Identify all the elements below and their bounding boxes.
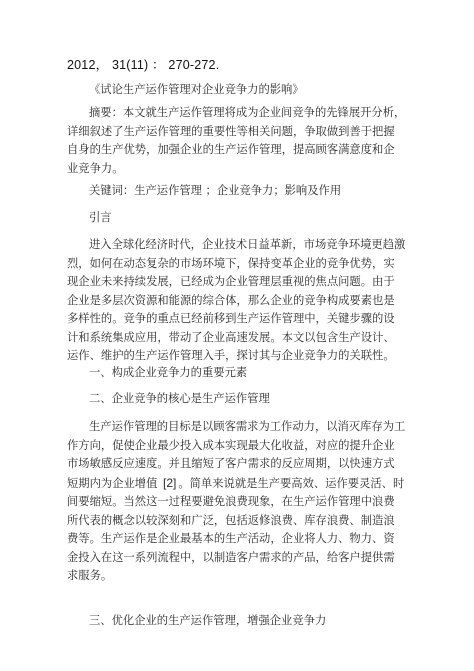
intro-line: 计和系统集成应用，带动了企业高速发展。本文以包含生产设计、: [67, 330, 395, 344]
section-heading-2: [67, 390, 412, 409]
abstract-line: 摘要：本文就生产运作管理将成为企业间竞争的先锋展开分析，: [89, 106, 406, 119]
body-line: 所代表的概念以较深刻和广泛，包括返修浪费、库存浪费、制造浪: [67, 513, 395, 527]
body-line-with-reference: [67, 474, 412, 494]
section-heading-1: [67, 364, 412, 383]
abstract-line: 详细叙述了生产运作管理的重要性等相关问题，争取做到善于把握: [67, 124, 395, 138]
body-line: 金投入在这一系列流程中，以制造客户需求的产品，给客户提供需: [67, 550, 395, 564]
abstract-paragraph: [67, 104, 412, 178]
body-line: 市场敏感反应速度。并且缩短了客户需求的反应周期，以快速方式: [67, 457, 395, 470]
keywords-paragraph: [67, 182, 412, 201]
body-line: 间要缩短。当然这一过程要避免浪费现象，在生产运作管理中浪费: [67, 495, 395, 508]
intro-line: 烈，如何在动态复杂的市场环境下，保持变革企业的竞争优势，实: [67, 256, 395, 270]
intro-line: 多样性的。竞争的重点已经前移到生产运作管理中，关键步骤的设: [67, 312, 395, 325]
section-heading-text: 一、构成企业竞争力的重要元素: [89, 366, 248, 379]
body-line: 求服务。: [67, 569, 113, 582]
intro-line: 进入全球化经济时代，企业技术日益革新，市场竞争环境更趋激: [89, 238, 406, 251]
intro-line: 运作、维护的生产运作管理入手，探讨其与企业竞争力的关联性。: [67, 349, 395, 362]
body-line: 费等。生产运作是企业最基本的生产活动，企业将人力、物力、资: [67, 532, 395, 545]
body-line: 生产运作管理的目标是以顾客需求为工作动力，以消灭库存为工: [89, 420, 406, 433]
intro-heading-text: 引言: [89, 211, 112, 224]
section-heading-text: 二、企业竞争的核心是生产运作管理: [89, 392, 270, 405]
abstract-line: 自身的生产优势，加强企业的生产运作管理，提高顾客满意度和企: [67, 143, 395, 156]
abstract-line: 业竞争力。: [67, 161, 124, 175]
intro-heading: [67, 209, 412, 228]
reference-marker: [2]: [162, 475, 177, 490]
body-line-post: 。简单来说就是生产要高效、运作要灵活、时: [178, 476, 405, 490]
article-title: [67, 81, 412, 100]
section-heading-3: [67, 612, 412, 631]
intro-paragraph: [67, 236, 412, 366]
keywords-text: 关键词：生产运作管理 ；企业竞争力；影响及作用: [89, 184, 342, 197]
citation-line: 2012， 31(11) ： 270-272.: [67, 58, 220, 72]
intro-line: 企业是多层次资源和能源的综合体，那么企业的竞争构成要素也是: [67, 293, 395, 307]
section-heading-text: 三、优化企业的生产运作管理，增强企业竞争力: [89, 614, 327, 627]
intro-line: 现企业未来持续发展，已经成为企业管理层重视的焦点问题。由于: [67, 275, 395, 288]
body-line: 作方向，促使企业最少投入成本实现最大化收益，对应的提升企业: [67, 438, 395, 452]
body-line-pre: 短期内为企业增值: [67, 476, 158, 490]
title-text: 《试论生产运作管理对企业竞争力的影响》: [89, 83, 304, 96]
body-paragraph: [67, 418, 412, 586]
